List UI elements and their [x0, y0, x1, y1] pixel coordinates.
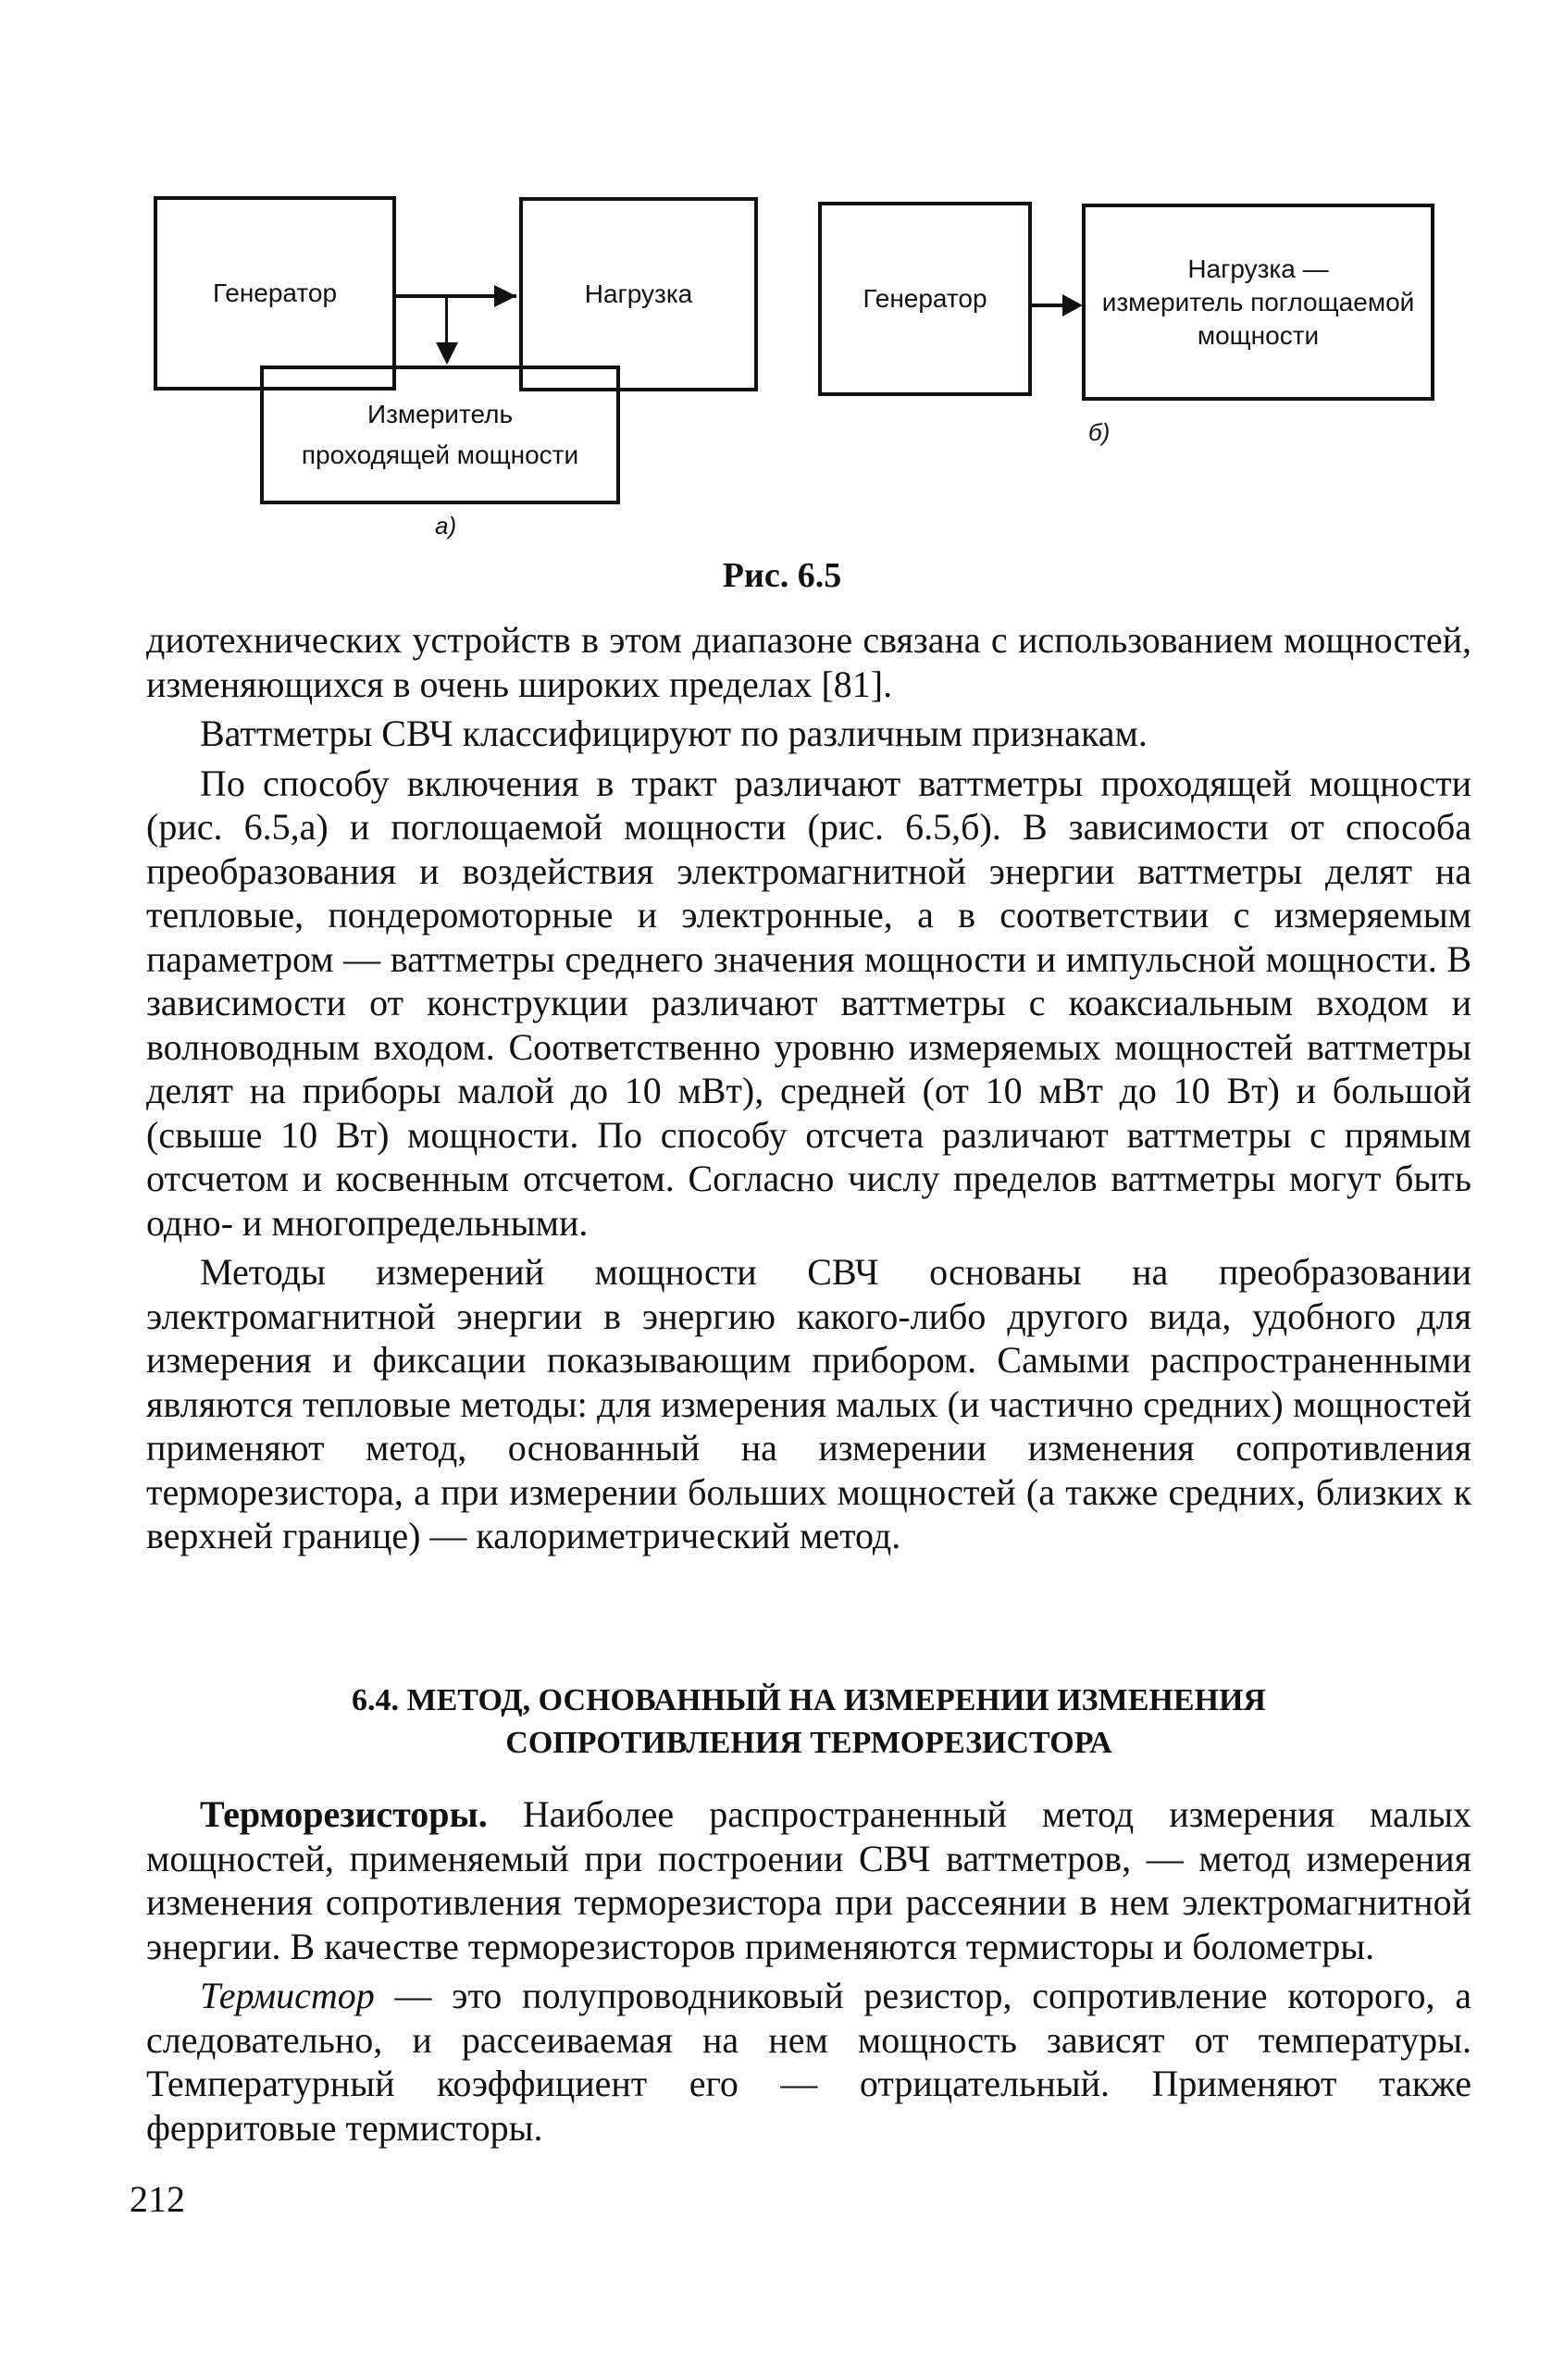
body-text: [146, 618, 1471, 1558]
paragraph-5-lead: Терморезисторы.: [200, 1793, 488, 1835]
paragraph-6-lead: Термистор: [200, 1975, 375, 2016]
meter-label-line1: Измеритель: [366, 400, 514, 428]
generator-label-b: Генератор: [863, 284, 987, 313]
paragraph-4: Методы измерений мощности СВЧ основаны на преобразовании электромагнитной энергии в энергию какого-либо другого вида, удобного для измерения и фиксации показывающим прибором. Самыми распространенными являются тепловые методы: для измерения малых (и частично средних) мощностей применяют метод, основанный на измерении изменения сопротивления терморезистора, а при измерении больших мощностей (а также средних, близких к верхней границе) — калориметрический метод.: [146, 1251, 1471, 1556]
generator-box-a: [154, 196, 396, 390]
generator-label-a: Генератор: [212, 279, 338, 307]
arrow-right-icon-b: [1062, 294, 1083, 316]
load-box-a: [519, 197, 758, 391]
load-meter-line1: Нагрузка —: [1187, 254, 1329, 283]
load-label-a: Нагрузка: [584, 279, 693, 308]
subfigure-label-b: б): [1088, 418, 1111, 446]
meter-label-line2: проходящей мощности: [301, 440, 579, 469]
arrow-down-icon-a: [436, 342, 458, 365]
paragraph-5-body: Наиболее распространенный метод измерения малых мощностей, применяемый при построении СВЧ ваттметров, — метод измерения изменения сопротивления терморезистора при рассеянии в нем электромагнитной энергии. В качестве терморезисторов применяются термисторы и болометры.: [146, 1793, 1471, 1967]
section-heading: [146, 1680, 1471, 1765]
generator-box-b: [818, 202, 1032, 396]
load-meter-box-b: [1082, 204, 1434, 401]
load-meter-line2: измеритель поглощаемой: [1101, 287, 1415, 316]
paragraph-5: [146, 1792, 1471, 1968]
section-heading-line1: 6.4. МЕТОД, ОСНОВАННЫЙ НА ИЗМЕРЕНИИ ИЗМЕНЕНИЯ: [352, 1683, 1266, 1717]
meter-box-a: [260, 366, 620, 504]
paragraph-6-body: — это полупроводниковый резистор, сопротивление которого, а следовательно, и рассеиваемая на нем мощность зависят от температуры. Температурный коэффициент его — отрицательный. Применяют также ферритовые термисторы.: [146, 1975, 1471, 2149]
paragraph-3: По способу включения в тракт различают ваттметры проходящей мощности (рис. 6.5,а) и поглощаемой мощности (рис. 6.5,б). В зависимости от способа преобразования и воздействия электромагнитной энергии ваттметры делят на тепловые, пондеромоторные и электронные, а в соответствии с измеряемым параметром — ваттметры среднего значения мощности и импульсной мощности. В зависимости от конструкции различают ваттметры с коаксиальным входом и волноводным входом. Соответственно уровню измеряемых мощностей ваттметры делят на приборы малой до 10 мВт), средней (от 10 мВт до 10 Вт) и большой (свыше 10 Вт) мощности. По способу отсчета различают ваттметры с прямым отсчетом и косвенным отсчетом. Согласно числу пределов ваттметры могут быть одно- и многопредельными.: [146, 762, 1471, 1244]
section-text: [146, 1792, 1471, 2150]
figure-caption: Рис. 6.5: [722, 556, 842, 595]
paragraph-1: диотехнических устройств в этом диапазоне связана с использованием мощностей, изменяющихся в очень широких пределах [81].: [146, 619, 1471, 705]
section-heading-line2: СОПРОТИВЛЕНИЯ ТЕРМОРЕЗИСТОРА: [505, 1726, 1112, 1760]
subfigure-label-a: а): [435, 512, 457, 539]
paragraph-2: Ваттметры СВЧ классифицируют по различным признакам.: [200, 713, 1148, 754]
page-number: 212: [130, 2178, 185, 2220]
load-meter-line3: мощности: [1197, 320, 1320, 350]
paragraph-6: [146, 1974, 1471, 2150]
arrow-right-icon-a: [494, 285, 516, 307]
